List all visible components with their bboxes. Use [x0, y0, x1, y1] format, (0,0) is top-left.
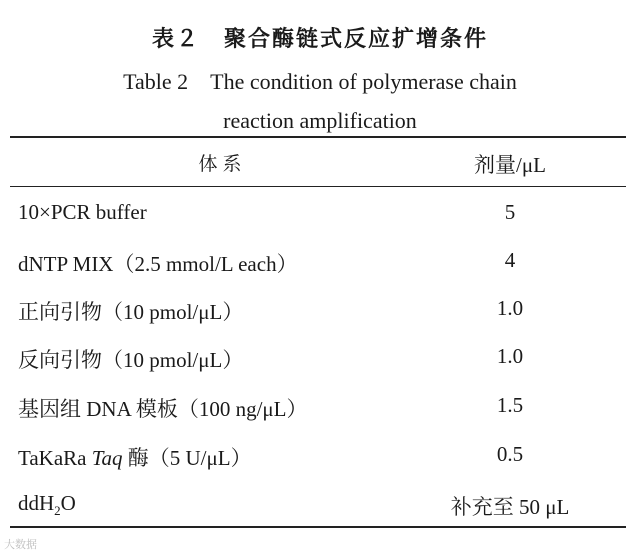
header-rule	[10, 186, 626, 187]
title-en-line-2: reaction amplification	[223, 108, 417, 133]
watermark: 大数据	[4, 538, 37, 551]
row-amount: 5	[504, 200, 516, 224]
top-rule	[10, 136, 626, 138]
row-amount: 4	[504, 248, 516, 272]
table-row	[0, 188, 640, 236]
table-row	[0, 479, 640, 527]
table-title-english	[0, 62, 640, 140]
table-title-chinese: 表２ 聚合酶链式反应扩增条件	[151, 27, 488, 52]
table-row	[0, 430, 640, 478]
row-item: 基因组 DNA 模板（100 ng/μL）	[18, 397, 308, 421]
table-row	[0, 284, 640, 332]
row-item: TaKaRa Taq 酶（5 U/μL）	[18, 446, 252, 470]
table-row	[0, 381, 640, 429]
bottom-rule	[10, 526, 626, 528]
table-row	[0, 332, 640, 380]
header-amount: 剂量/μL	[474, 153, 546, 177]
row-amount: 1.5	[496, 393, 524, 417]
row-item: ddH$_2$O	[18, 491, 76, 519]
row-item: 正向引物（10 pmol/μL）	[18, 300, 244, 324]
row-amount: 1.0	[496, 344, 524, 368]
header-system: 体系	[198, 153, 247, 175]
table-row	[0, 236, 640, 284]
row-amount: 0.5	[496, 442, 524, 466]
row-item: dNTP MIX（2.5 mmol/L each）	[18, 252, 298, 276]
row-item: 反向引物（10 pmol/μL）	[18, 348, 244, 372]
row-item: 10×PCR buffer	[18, 200, 147, 224]
row-amount: 补充至 50 μL	[450, 495, 570, 519]
title-en-line-1: Table 2 The condition of polymerase chain	[123, 69, 517, 94]
row-amount: 1.0	[496, 296, 524, 320]
